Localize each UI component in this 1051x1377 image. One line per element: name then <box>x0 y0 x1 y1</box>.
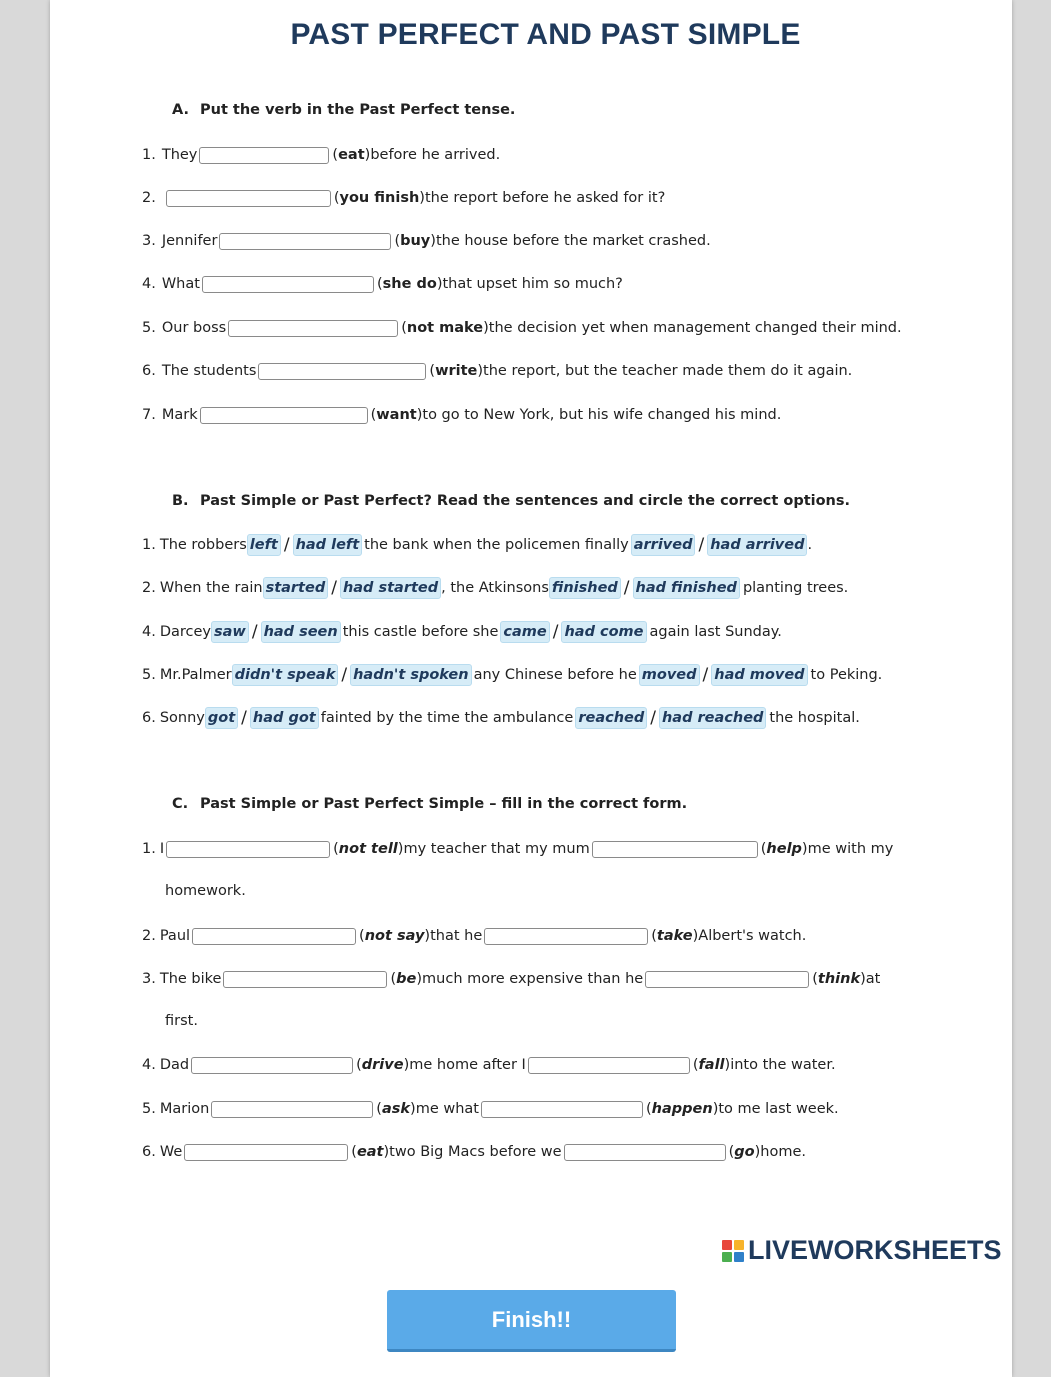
option-choice[interactable]: came <box>500 621 549 643</box>
section-a-item-3: 3. Jennifer ( buy ) the house before the market crashed. <box>142 233 711 249</box>
section-a-item-2: 2. ( you finish ) the report before he asked for it? <box>142 190 666 206</box>
answer-input[interactable] <box>202 276 374 293</box>
logo-square <box>734 1240 744 1250</box>
section-b-item-3: 4. Darcey saw / had seen this castle before she came / had come again last Sunday. <box>142 622 782 642</box>
section-c-item-3-continuation: first. <box>165 1013 198 1029</box>
option-choice[interactable]: had arrived <box>707 534 807 556</box>
section-c-item-5: 5. Marion ( ask ) me what ( happen ) to me last week. <box>142 1101 839 1117</box>
answer-input[interactable] <box>228 320 398 337</box>
section-c-item-1: 1. I ( not tell ) my teacher that my mum ( help ) me with my <box>142 841 894 857</box>
answer-input[interactable] <box>199 147 329 164</box>
liveworksheets-logo <box>722 1235 1002 1266</box>
section-a-item-6: 6. The students ( write ) the report, but the teacher made them do it again. <box>142 363 853 379</box>
section-a-item-1: 1. They ( eat ) before he arrived. <box>142 147 501 163</box>
section-b-item-4: 5. Mr.Palmer didn't speak / hadn't spoken any Chinese before he moved / had moved to Peking. <box>142 665 883 685</box>
finish-button[interactable]: Finish!! <box>387 1290 676 1352</box>
section-c-item-3: 3. The bike ( be ) much more expensive than he ( think ) at <box>142 971 881 987</box>
brand-name: LIVEWORKSHEETS <box>748 1235 1002 1265</box>
answer-input[interactable] <box>200 407 368 424</box>
answer-input[interactable] <box>191 1057 353 1074</box>
option-choice[interactable]: had finished <box>633 577 740 599</box>
section-b-item-5: 6. Sonny got / had got fainted by the time the ambulance reached / had reached the hospital. <box>142 708 860 728</box>
option-choice[interactable]: hadn't spoken <box>350 664 471 686</box>
option-choice[interactable]: finished <box>549 577 621 599</box>
section-a-item-4: 4. What ( she do ) that upset him so much? <box>142 276 623 292</box>
logo-square <box>722 1252 732 1262</box>
option-choice[interactable]: started <box>263 577 329 599</box>
section-c-item-1-continuation: homework. <box>165 883 246 899</box>
section-a-item-5: 5. Our boss ( not make ) the decision yet when management changed their mind. <box>142 320 902 336</box>
option-choice[interactable]: had seen <box>261 621 341 643</box>
section-c-item-2: 2. Paul ( not say ) that he ( take ) Albert's watch. <box>142 928 807 944</box>
option-choice[interactable]: had come <box>561 621 646 643</box>
section-b-heading: B. Past Simple or Past Perfect? Read the sentences and circle the correct options. <box>172 493 851 509</box>
option-choice[interactable]: left <box>247 534 281 556</box>
section-a-item-7: 7. Mark ( want ) to go to New York, but his wife changed his mind. <box>142 407 782 423</box>
answer-input[interactable] <box>481 1101 643 1118</box>
answer-input[interactable] <box>258 363 426 380</box>
option-choice[interactable]: had reached <box>659 707 766 729</box>
section-c-heading: C. Past Simple or Past Perfect Simple – fill in the correct form. <box>172 796 688 812</box>
option-choice[interactable]: had left <box>293 534 363 556</box>
answer-input[interactable] <box>484 928 648 945</box>
answer-input[interactable] <box>528 1057 690 1074</box>
option-choice[interactable]: arrived <box>631 534 696 556</box>
option-choice[interactable]: moved <box>639 664 700 686</box>
section-c-item-4: 4. Dad ( drive ) me home after I ( fall ) into the water. <box>142 1057 836 1073</box>
answer-input[interactable] <box>192 928 356 945</box>
option-choice[interactable]: had started <box>340 577 441 599</box>
answer-input[interactable] <box>219 233 391 250</box>
liveworksheets-logo-icon <box>722 1240 744 1262</box>
logo-square <box>734 1252 744 1262</box>
page-title: PAST PERFECT AND PAST SIMPLE <box>290 18 801 51</box>
answer-input[interactable] <box>645 971 809 988</box>
option-choice[interactable]: had moved <box>711 664 807 686</box>
section-b-item-2: 2. When the rain started / had started , the Atkinsons finished / had finished planting trees. <box>142 578 849 598</box>
answer-input[interactable] <box>166 190 331 207</box>
option-choice[interactable]: didn't speak <box>232 664 339 686</box>
answer-input[interactable] <box>184 1144 348 1161</box>
section-a-heading: A. Put the verb in the Past Perfect tense. <box>172 102 516 118</box>
answer-input[interactable] <box>564 1144 726 1161</box>
option-choice[interactable]: reached <box>575 707 647 729</box>
section-c-item-6: 6. We ( eat ) two Big Macs before we ( go ) home. <box>142 1144 806 1160</box>
answer-input[interactable] <box>592 841 758 858</box>
section-b-item-1: 1. The robbers left / had left the bank when the policemen finally arrived / had arrived . <box>142 535 813 555</box>
answer-input[interactable] <box>223 971 387 988</box>
answer-input[interactable] <box>211 1101 373 1118</box>
logo-square <box>722 1240 732 1250</box>
option-choice[interactable]: saw <box>211 621 249 643</box>
answer-input[interactable] <box>166 841 330 858</box>
option-choice[interactable]: had got <box>250 707 319 729</box>
option-choice[interactable]: got <box>205 707 238 729</box>
